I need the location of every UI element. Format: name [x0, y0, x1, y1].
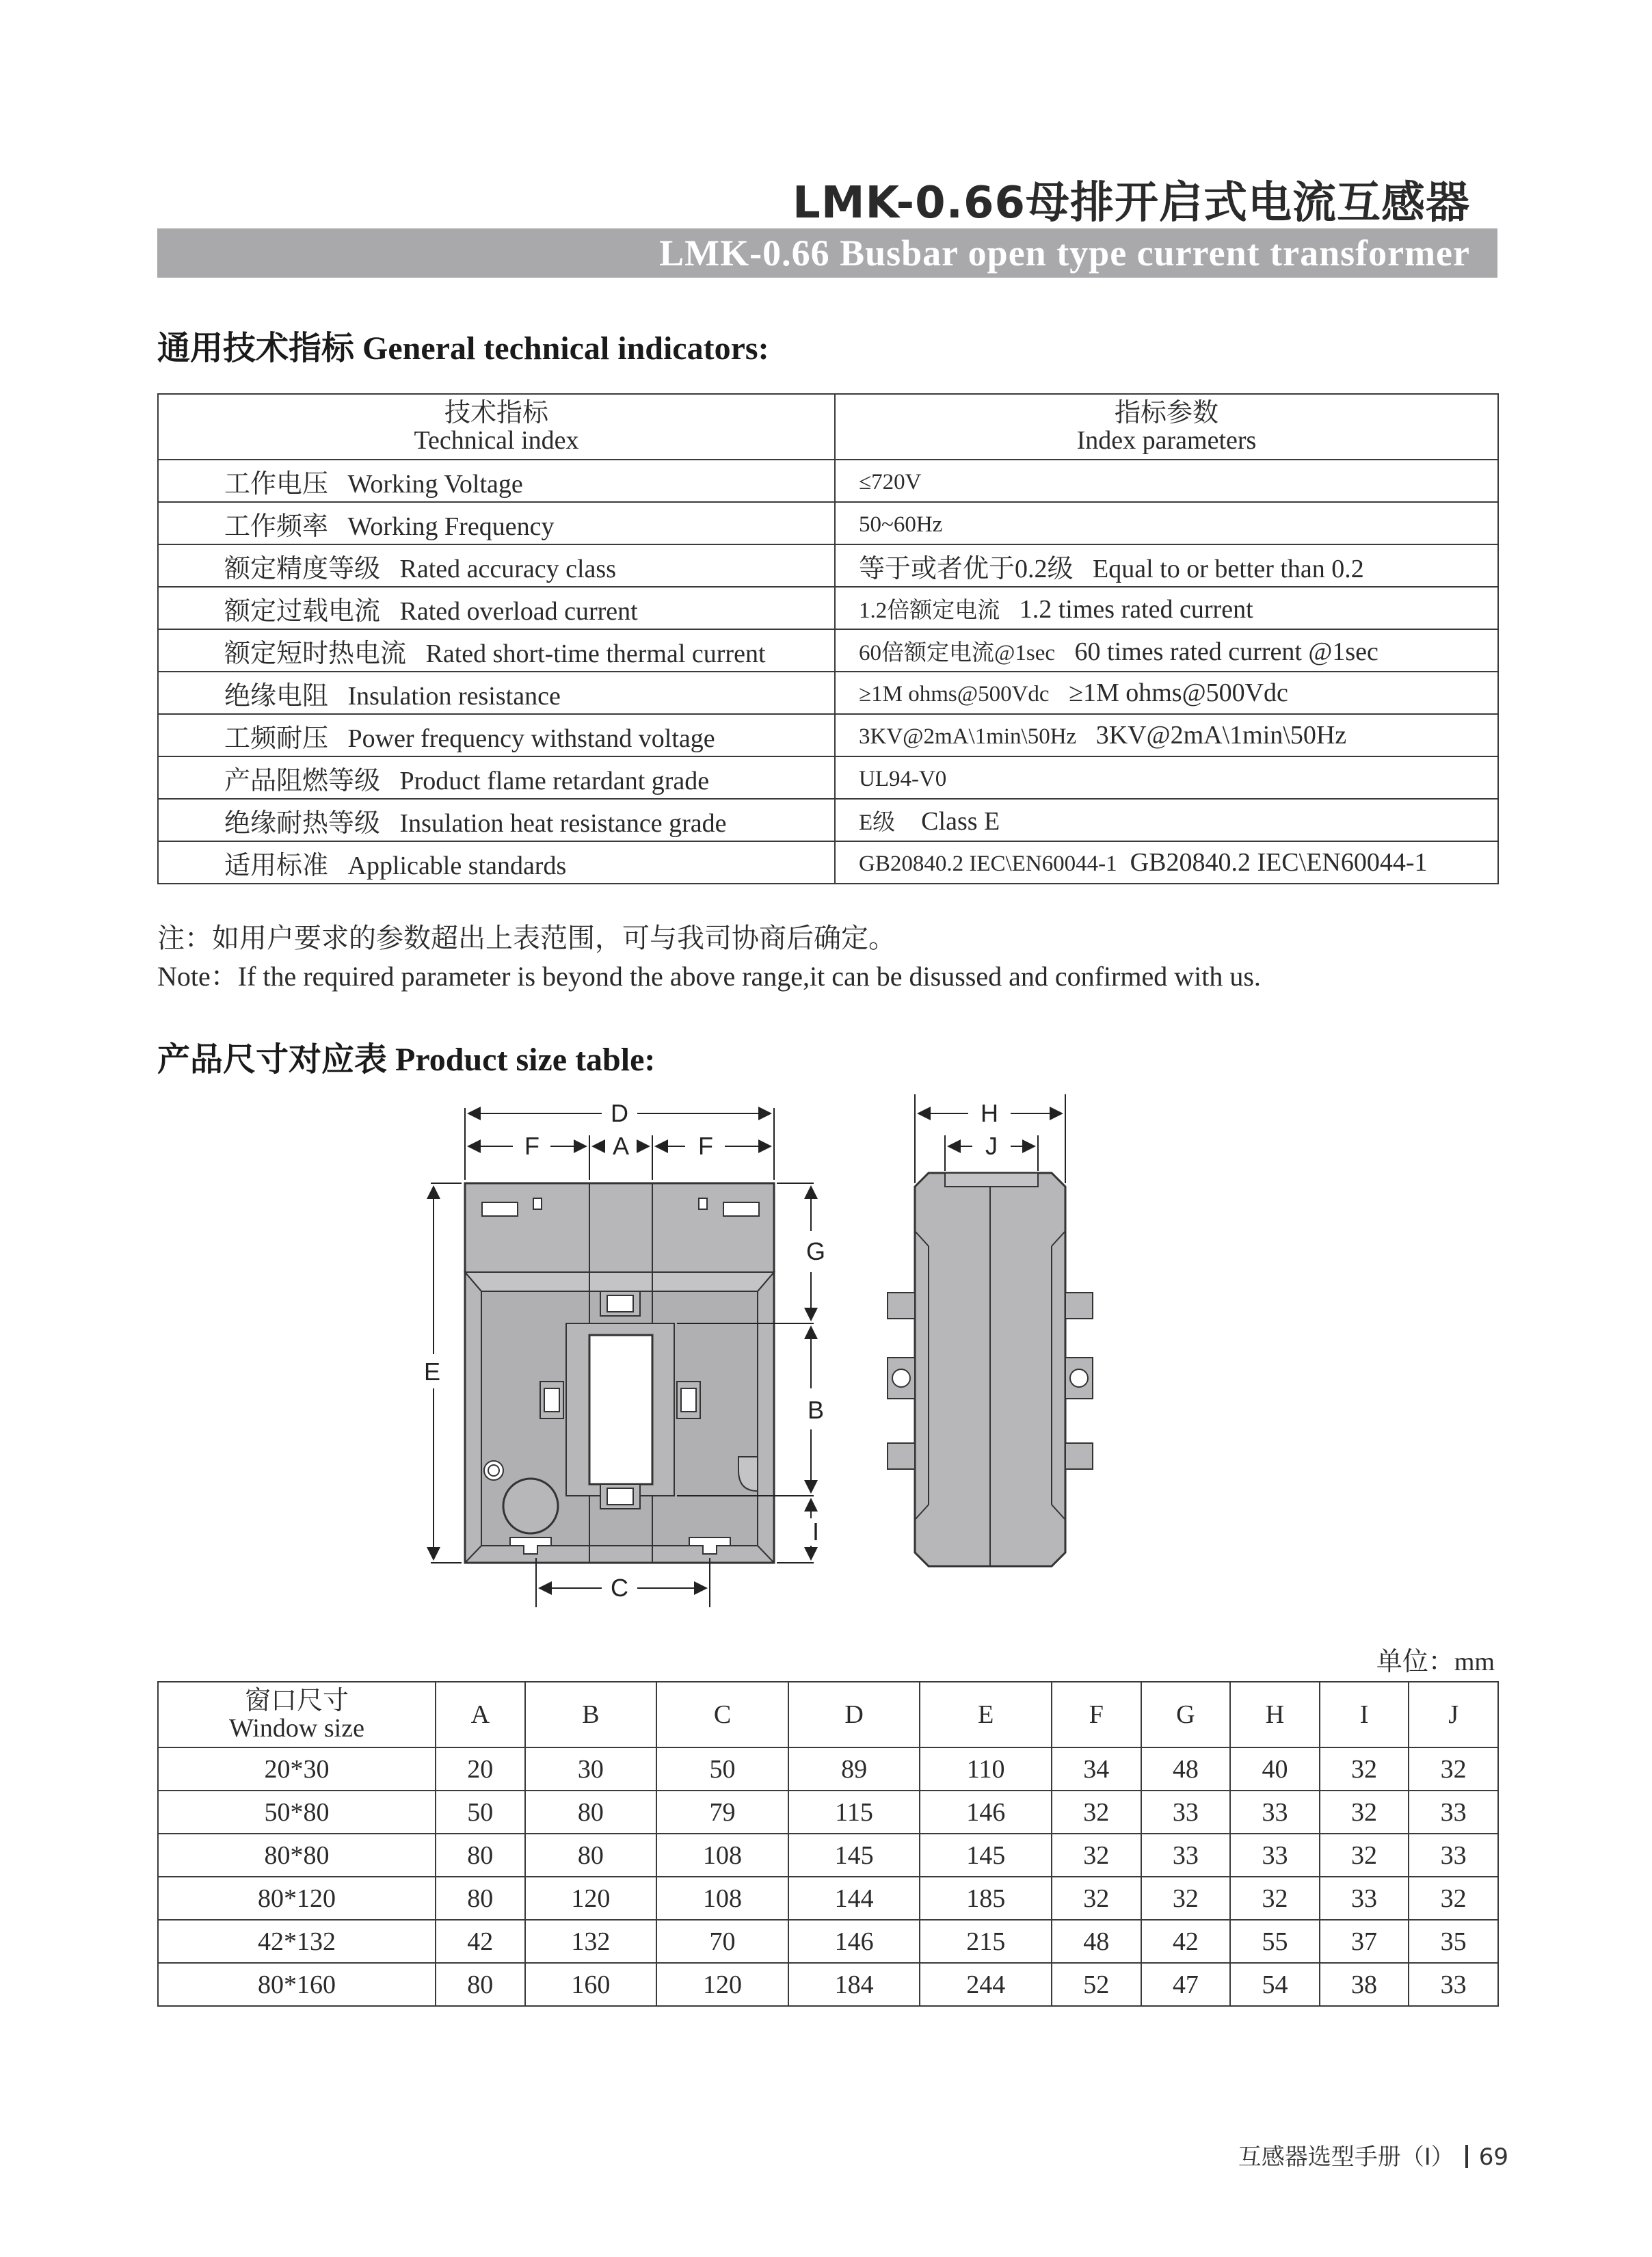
spec-value-cell: [835, 460, 1498, 502]
dimension-cell-h: 54: [1230, 1963, 1320, 2006]
dimension-cell-f: 34: [1052, 1747, 1141, 1791]
page-number: 69: [1478, 2143, 1508, 2171]
dimension-cell-c: 79: [656, 1791, 788, 1834]
dimension-cell-h: 33: [1230, 1834, 1320, 1877]
dim-label-g: G: [805, 1237, 826, 1265]
dim-label-c: C: [611, 1574, 628, 1602]
value-cn: 3KV@2mA\1min\50Hz: [859, 724, 1077, 749]
dimension-cell-j: 32: [1409, 1747, 1498, 1791]
dimension-cell-d: 144: [788, 1877, 920, 1920]
value-cn: UL94-V0: [859, 767, 947, 791]
dimension-cell-a: 42: [436, 1920, 525, 1963]
value-en: 1.2 times rated current: [1019, 594, 1253, 624]
dimension-cell-g: 32: [1141, 1877, 1231, 1920]
dimension-cell-a: 80: [436, 1877, 525, 1920]
dimension-cell-h: 33: [1230, 1791, 1320, 1834]
dimension-cell-h: 55: [1230, 1920, 1320, 1963]
spec-value-cell: [835, 544, 1498, 587]
spec-row: [158, 502, 1498, 544]
dimension-cell-c: 108: [656, 1834, 788, 1877]
spec-row: [158, 629, 1498, 672]
spec-row: [158, 756, 1498, 799]
value-cn: ≤720V: [859, 470, 922, 494]
value-en: 60 times rated current @1sec: [1074, 637, 1378, 666]
dimension-cell-a: 80: [436, 1963, 525, 2006]
product-size-heading: 产品尺寸对应表 Product size table:: [157, 1042, 656, 1078]
value-cn: E级: [859, 810, 896, 835]
note-english: Note：If the required parameter is beyond the above range,it can be disussed and confirmed with us.: [157, 961, 1261, 992]
dimension-cell-h: 32: [1230, 1877, 1320, 1920]
dim-label-j: J: [985, 1132, 998, 1160]
size-row: [158, 1834, 1498, 1877]
index-cn: 工作频率: [224, 512, 329, 541]
dim-label-i: I: [812, 1518, 820, 1546]
dimension-cell-d: 89: [788, 1747, 920, 1791]
index-en: Working Voltage: [347, 469, 523, 499]
size-row: [158, 1963, 1498, 2006]
front-view: [465, 1183, 774, 1563]
header-index-cn: 技术指标: [444, 399, 548, 427]
dimension-cell-a: 80: [436, 1834, 525, 1877]
dimension-cell-h: 40: [1230, 1747, 1320, 1791]
spec-index-cell: [158, 502, 835, 544]
size-header-i: I: [1320, 1682, 1409, 1747]
index-cn: 适用标准: [224, 851, 329, 880]
spec-row: [158, 841, 1498, 884]
dimension-cell-b: 160: [525, 1963, 657, 2006]
dimension-cell-f: 32: [1052, 1834, 1141, 1877]
index-cn: 产品阻燃等级: [224, 766, 381, 795]
dim-label-f-right: F: [698, 1132, 713, 1160]
footer-manual-title: 互感器选型手册（Ⅰ）: [1238, 2143, 1454, 2171]
size-row: [158, 1877, 1498, 1920]
dimension-cell-e: 185: [920, 1877, 1052, 1920]
general-indicators-heading: 通用技术指标 General technical indicators:: [157, 330, 769, 367]
dimension-cell-d: 184: [788, 1963, 920, 2006]
page-footer: [1238, 2138, 1508, 2172]
value-en: ≥1M ohms@500Vdc: [1069, 678, 1288, 707]
dimension-cell-c: 120: [656, 1963, 788, 2006]
dimension-cell-d: 146: [788, 1920, 920, 1963]
title-english: LMK-0.66 Busbar open type current transformer: [659, 233, 1470, 274]
spec-index-cell: [158, 672, 835, 714]
size-header-window: [158, 1682, 436, 1747]
dim-label-e: E: [423, 1358, 441, 1386]
dimension-cell-g: 33: [1141, 1791, 1231, 1834]
title-chinese: LMK-0.66母排开启式电流互感器: [792, 178, 1470, 228]
index-cn: 工频耐压: [224, 724, 329, 753]
dimension-cell-e: 215: [920, 1920, 1052, 1963]
spec-value-cell: [835, 841, 1498, 884]
window-en: Window size: [229, 1714, 364, 1743]
index-en: Applicable standards: [347, 851, 567, 880]
window-size-cell: 80*160: [158, 1963, 436, 2006]
size-header-e: E: [920, 1682, 1052, 1747]
size-header-b: B: [525, 1682, 657, 1747]
spec-row: [158, 799, 1498, 841]
spec-value-cell: [835, 756, 1498, 799]
dimension-cell-b: 132: [525, 1920, 657, 1963]
value-cn: 1.2倍额定电流: [859, 598, 1000, 623]
dimension-cell-i: 32: [1320, 1747, 1409, 1791]
dimension-cell-c: 50: [656, 1747, 788, 1791]
spec-value-cell: [835, 502, 1498, 544]
header-params-en: Index parameters: [1076, 426, 1257, 455]
spec-index-cell: [158, 841, 835, 884]
size-header-f: F: [1052, 1682, 1141, 1747]
dimension-cell-a: 50: [436, 1791, 525, 1834]
spec-row: [158, 672, 1498, 714]
spec-row: [158, 544, 1498, 587]
value-cn: 等于或者优于0.2级: [859, 554, 1074, 583]
index-cn: 绝缘耐热等级: [224, 808, 381, 838]
value-en: GB20840.2 IEC\EN60044-1: [1130, 848, 1428, 877]
spec-index-cell: [158, 629, 835, 672]
size-header-row: [158, 1682, 1498, 1747]
spec-row: [158, 460, 1498, 502]
dimension-cell-j: 33: [1409, 1834, 1498, 1877]
window-size-cell: 50*80: [158, 1791, 436, 1834]
dimension-cell-b: 80: [525, 1834, 657, 1877]
index-cn: 工作电压: [224, 469, 329, 499]
header-params-cn: 指标参数: [1114, 399, 1218, 427]
dimension-cell-i: 38: [1320, 1963, 1409, 2006]
value-cn: 50~60Hz: [859, 512, 943, 537]
size-header-a: A: [436, 1682, 525, 1747]
dimension-cell-i: 32: [1320, 1834, 1409, 1877]
spec-value-cell: [835, 587, 1498, 629]
spec-value-cell: [835, 629, 1498, 672]
dimension-cell-c: 108: [656, 1877, 788, 1920]
index-en: Rated accuracy class: [399, 554, 617, 583]
dimension-cell-f: 32: [1052, 1877, 1141, 1920]
dimension-cell-d: 115: [788, 1791, 920, 1834]
dimension-cell-c: 70: [656, 1920, 788, 1963]
window-cn: 窗口尺寸: [244, 1687, 349, 1715]
dimension-cell-g: 33: [1141, 1834, 1231, 1877]
value-cn: ≥1M ohms@500Vdc: [859, 682, 1050, 707]
dimension-cell-i: 32: [1320, 1791, 1409, 1834]
size-row: [158, 1791, 1498, 1834]
size-header-d: D: [788, 1682, 920, 1747]
spec-index-cell: [158, 460, 835, 502]
dimension-cell-j: 32: [1409, 1877, 1498, 1920]
dim-label-f-left: F: [524, 1132, 539, 1160]
dim-label-a: A: [612, 1132, 630, 1160]
spec-value-cell: [835, 714, 1498, 756]
header-index-en: Technical index: [414, 426, 579, 455]
spec-index-cell: [158, 756, 835, 799]
index-cn: 额定精度等级: [224, 554, 381, 583]
dimension-cell-b: 30: [525, 1747, 657, 1791]
dim-label-b: B: [807, 1396, 825, 1424]
index-cn: 额定过载电流: [224, 596, 381, 626]
side-view: [888, 1173, 1093, 1566]
dim-label-h: H: [981, 1099, 998, 1127]
note-chinese: 注：如用户要求的参数超出上表范围，可与我司协商后确定。: [157, 923, 896, 953]
index-cn: 额定短时热电流: [224, 639, 407, 668]
size-header-c: C: [656, 1682, 788, 1747]
dimension-cell-g: 42: [1141, 1920, 1231, 1963]
dimension-cell-j: 33: [1409, 1791, 1498, 1834]
index-en: Product flame retardant grade: [399, 766, 710, 795]
index-en: Working Frequency: [347, 512, 555, 541]
value-cn: 60倍额定电流@1sec: [859, 640, 1056, 665]
window-size-cell: 80*120: [158, 1877, 436, 1920]
footer-divider: [1465, 2145, 1468, 2168]
index-en: Insulation resistance: [347, 681, 561, 711]
value-en: Equal to or better than 0.2: [1093, 554, 1364, 583]
dimension-cell-b: 120: [525, 1877, 657, 1920]
window-size-cell: 42*132: [158, 1920, 436, 1963]
title-band: [157, 228, 1497, 278]
index-en: Insulation heat resistance grade: [399, 808, 727, 838]
index-en: Rated overload current: [399, 596, 638, 626]
spec-index-cell: [158, 544, 835, 587]
spec-index-cell: [158, 714, 835, 756]
spec-index-cell: [158, 799, 835, 841]
size-header-h: H: [1230, 1682, 1320, 1747]
spec-table: [157, 393, 1499, 884]
size-row: [158, 1920, 1498, 1963]
dimension-cell-i: 33: [1320, 1877, 1409, 1920]
dimension-cell-e: 244: [920, 1963, 1052, 2006]
spec-value-cell: [835, 799, 1498, 841]
dimension-cell-f: 52: [1052, 1963, 1141, 2006]
dimension-cell-d: 145: [788, 1834, 920, 1877]
dimension-cell-e: 146: [920, 1791, 1052, 1834]
spec-header-params: [835, 394, 1498, 460]
dimension-cell-f: 48: [1052, 1920, 1141, 1963]
dimension-cell-a: 20: [436, 1747, 525, 1791]
value-en: Class E: [921, 806, 1000, 836]
dimension-cell-b: 80: [525, 1791, 657, 1834]
dimension-cell-i: 37: [1320, 1920, 1409, 1963]
index-cn: 绝缘电阻: [224, 681, 329, 711]
dimension-cell-e: 145: [920, 1834, 1052, 1877]
value-cn: GB20840.2 IEC\EN60044-1: [859, 852, 1117, 876]
dimension-cell-g: 47: [1141, 1963, 1231, 2006]
index-en: Rated short-time thermal current: [425, 639, 766, 668]
spec-header-index: [158, 394, 835, 460]
dimension-drawing: [383, 1087, 1149, 1621]
spec-value-cell: [835, 672, 1498, 714]
window-size-cell: 80*80: [158, 1834, 436, 1877]
index-en: Power frequency withstand voltage: [347, 724, 715, 753]
size-header-g: G: [1141, 1682, 1231, 1747]
spec-row: [158, 714, 1498, 756]
dimension-cell-f: 32: [1052, 1791, 1141, 1834]
unit-label: 单位：mm: [1376, 1648, 1495, 1676]
spec-index-cell: [158, 587, 835, 629]
dimension-cell-j: 35: [1409, 1920, 1498, 1963]
spec-header-row: [158, 394, 1498, 460]
size-table: [157, 1681, 1499, 2007]
dim-label-d: D: [611, 1099, 628, 1127]
spec-row: [158, 587, 1498, 629]
window-size-cell: 20*30: [158, 1747, 436, 1791]
dimension-cell-j: 33: [1409, 1963, 1498, 2006]
size-header-j: J: [1409, 1682, 1498, 1747]
dimension-cell-e: 110: [920, 1747, 1052, 1791]
value-en: 3KV@2mA\1min\50Hz: [1095, 721, 1347, 750]
dimension-cell-g: 48: [1141, 1747, 1231, 1791]
size-row: [158, 1747, 1498, 1791]
